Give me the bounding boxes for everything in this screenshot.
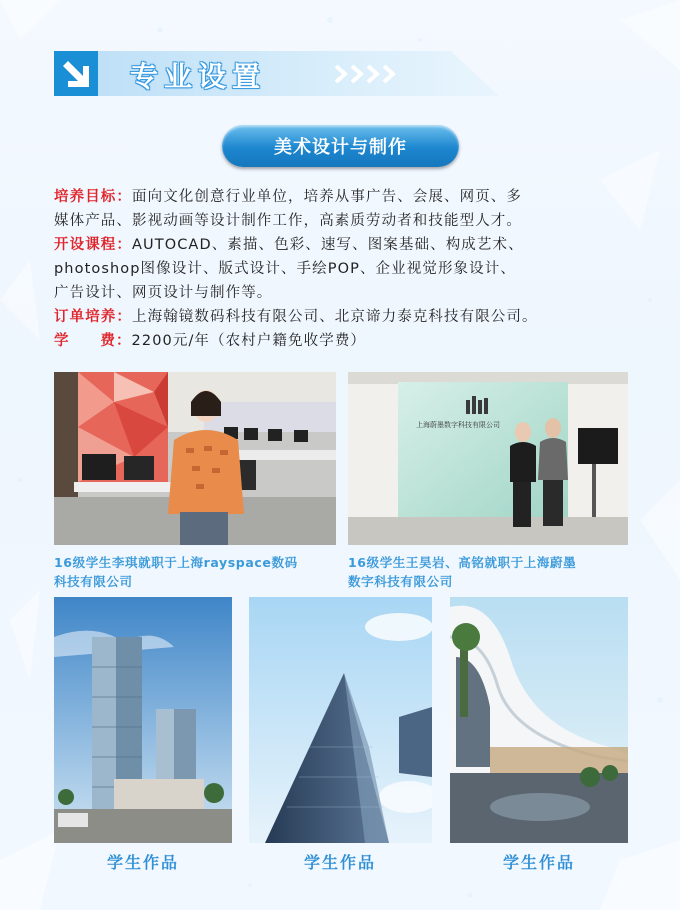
courses-line-2: photoshop图像设计、版式设计、手绘POP、企业视觉形象设计、 [54, 261, 516, 277]
photo-caption-1-line2: 科技有限公司 [54, 574, 133, 589]
courses-label: 开设课程： [54, 237, 132, 253]
photo-caption-2-line1: 16级学生王昊岩、高铭就职于上海蔚墨 [348, 555, 577, 570]
section-title: 专业设置 [130, 60, 267, 93]
fee-line [54, 329, 634, 353]
student-photo-company [348, 372, 628, 545]
goal-line-1 [54, 185, 634, 209]
banner-arrow-box [54, 51, 98, 96]
photo-caption-2-line2: 数字科技有限公司 [348, 574, 453, 589]
student-photo-office [54, 372, 336, 545]
goal-line-2: 媒体产品、影视动画等设计制作工作，高素质劳动者和技能型人才。 [54, 213, 522, 229]
student-work-image-2 [249, 597, 432, 843]
order-label: 订单培养： [54, 309, 132, 325]
courses-line-3: 广告设计、网页设计与制作等。 [54, 285, 273, 301]
order-text: 上海翰镜数码科技有限公司、北京谛力泰克科技有限公司。 [132, 309, 538, 325]
courses-text-1: AUTOCAD、素描、色彩、速写、图案基础、构成艺术、 [132, 237, 524, 253]
student-work-caption-2: 学生作品 [303, 853, 376, 872]
photo-caption-2 [348, 553, 576, 591]
chevrons-right-icon [332, 63, 396, 85]
goal-label: 培养目标： [54, 189, 132, 205]
section-banner [54, 51, 499, 96]
order-line [54, 305, 634, 329]
student-work-image-1 [54, 597, 232, 843]
fee-label: 学 费： [54, 333, 132, 349]
program-info [54, 185, 634, 353]
student-work-caption-3: 学生作品 [502, 853, 575, 872]
fee-text: 2200元/年（农村户籍免收学费） [131, 333, 367, 349]
courses-line-1 [54, 233, 634, 257]
major-name-pill: 美术设计与制作 [222, 125, 459, 167]
arrow-down-right-icon [59, 57, 93, 91]
company-sign-text: 上海蔚墨数字科技有限公司 [416, 421, 500, 429]
photo-caption-1 [54, 553, 298, 591]
student-work-image-3 [450, 597, 628, 843]
photo-caption-1-line1: 16级学生李琪就职于上海rayspace数码 [54, 555, 298, 570]
goal-text-1: 面向文化创意行业单位，培养从事广告、会展、网页、多 [132, 189, 522, 205]
student-work-caption-1: 学生作品 [106, 853, 179, 872]
